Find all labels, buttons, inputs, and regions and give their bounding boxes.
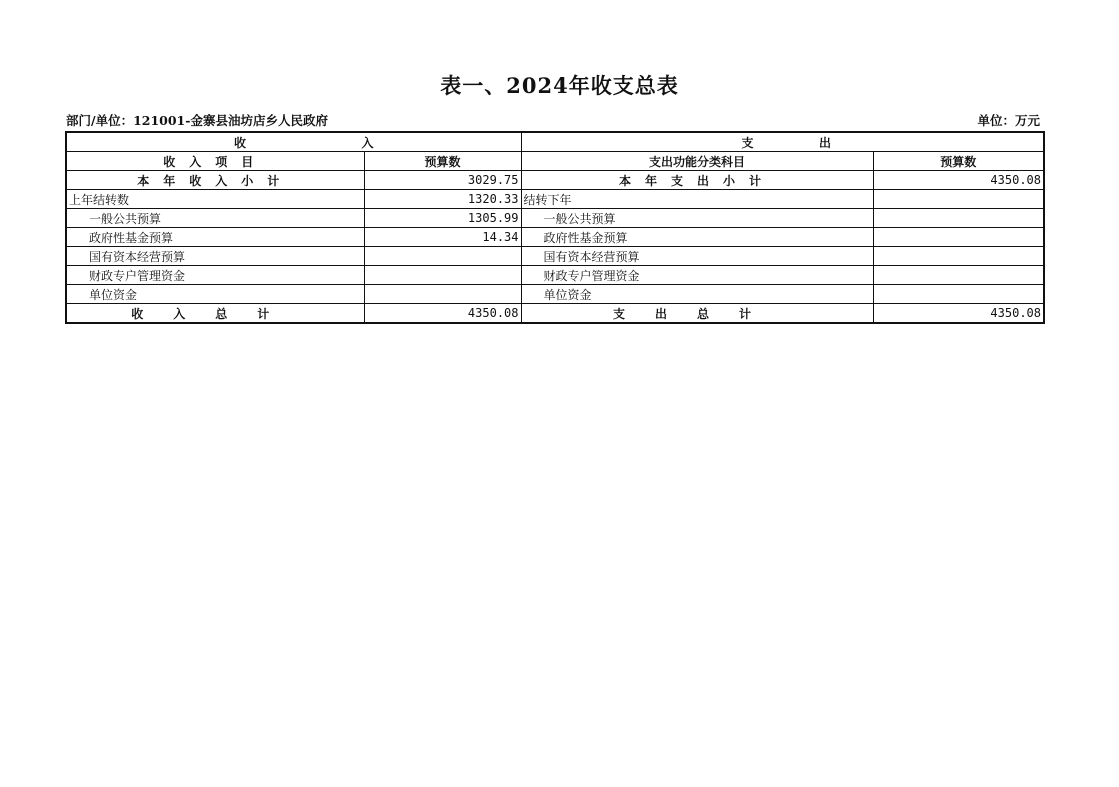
expense-row-value <box>873 266 1044 285</box>
income-row-value: 1320.33 <box>364 190 521 209</box>
expense-row-value <box>873 190 1044 209</box>
expense-subtotal-label: 本年支出小计 <box>521 171 873 190</box>
subtotal-row <box>66 171 1044 190</box>
expense-subtotal-value: 4350.08 <box>873 171 1044 190</box>
table-row <box>66 209 1044 228</box>
table-row <box>66 247 1044 266</box>
expense-total-label: 支出总计 <box>521 304 873 324</box>
income-expense-table <box>65 131 1043 324</box>
table-row <box>66 228 1044 247</box>
expense-item-header: 支出功能分类科目 <box>521 152 873 171</box>
expense-budget-header: 预算数 <box>873 152 1044 171</box>
table-row <box>66 285 1044 304</box>
income-row-label: 单位资金 <box>66 285 364 304</box>
page-title: 表一、2024年收支总表 <box>440 73 679 98</box>
table-row <box>66 266 1044 285</box>
expense-row-value <box>873 209 1044 228</box>
income-row-value: 1305.99 <box>364 209 521 228</box>
income-total-value: 4350.08 <box>364 304 521 324</box>
table-row <box>66 190 1044 209</box>
income-subtotal-value: 3029.75 <box>364 171 521 190</box>
expense-section-header: 支 出 <box>521 132 1044 152</box>
section-header-row <box>66 132 1044 152</box>
expense-row-value <box>873 228 1044 247</box>
expense-row-label: 单位资金 <box>521 285 873 304</box>
income-row-label: 上年结转数 <box>66 190 364 209</box>
expense-total-value: 4350.08 <box>873 304 1044 324</box>
expense-row-label: 结转下年 <box>521 190 873 209</box>
income-row-label: 政府性基金预算 <box>66 228 364 247</box>
income-total-label: 收入总计 <box>66 304 364 324</box>
income-row-value <box>364 247 521 266</box>
unit-label: 单位：万元 <box>977 113 1040 128</box>
expense-row-label: 财政专户管理资金 <box>521 266 873 285</box>
income-subtotal-label: 本年收入小计 <box>66 171 364 190</box>
expense-row-value <box>873 285 1044 304</box>
expense-row-label: 一般公共预算 <box>521 209 873 228</box>
expense-row-label: 国有资本经营预算 <box>521 247 873 266</box>
column-header-row <box>66 152 1044 171</box>
department-label: 部门/单位：121001-金寨县油坊店乡人民政府 <box>66 113 328 128</box>
total-row <box>66 304 1044 324</box>
income-row-label: 国有资本经营预算 <box>66 247 364 266</box>
income-row-label: 财政专户管理资金 <box>66 266 364 285</box>
income-budget-header: 预算数 <box>364 152 521 171</box>
expense-row-value <box>873 247 1044 266</box>
expense-row-label: 政府性基金预算 <box>521 228 873 247</box>
income-row-value <box>364 285 521 304</box>
income-row-value <box>364 266 521 285</box>
income-item-header: 收入项目 <box>66 152 364 171</box>
income-section-header: 收 入 <box>66 132 521 152</box>
income-row-label: 一般公共预算 <box>66 209 364 228</box>
income-row-value: 14.34 <box>364 228 521 247</box>
